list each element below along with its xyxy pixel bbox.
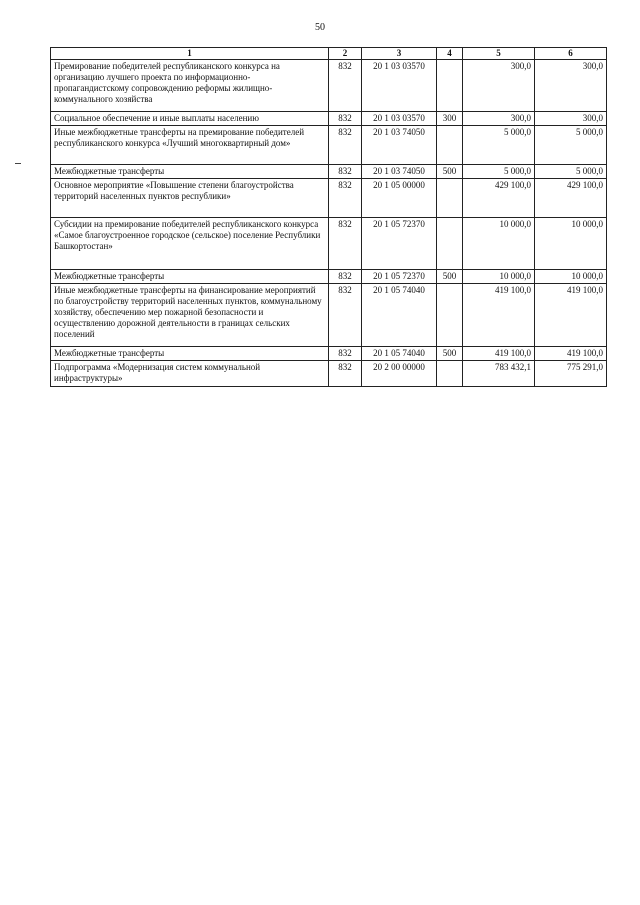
row-name: Межбюджетные трансферты [51,165,329,179]
row-vr: 300 [437,112,463,126]
row-vr: 500 [437,270,463,284]
header-col-4: 4 [437,48,463,60]
row-name: Межбюджетные трансферты [51,347,329,361]
table-row [51,165,607,179]
header-row [51,48,607,60]
row-ved: 832 [329,179,362,218]
row-sum-2: 5 000,0 [535,126,607,165]
header-col-2: 2 [329,48,362,60]
row-vr [437,60,463,112]
table-row [51,179,607,218]
row-sum-1: 783 432,1 [463,361,535,387]
table-row [51,270,607,284]
row-ved: 832 [329,60,362,112]
table-row [51,126,607,165]
row-name: Иные межбюджетные трансферты на премирование победителей республиканского конкурса «Лучший многоквартирный дом» [51,126,329,165]
row-sum-1: 419 100,0 [463,347,535,361]
row-ved: 832 [329,112,362,126]
row-ved: 832 [329,347,362,361]
row-sum-2: 429 100,0 [535,179,607,218]
row-ved: 832 [329,270,362,284]
table-row [51,347,607,361]
row-vr [437,179,463,218]
row-csr: 20 1 05 00000 [362,179,437,218]
row-csr: 20 1 05 74040 [362,284,437,347]
row-csr: 20 1 05 72370 [362,218,437,270]
table-row [51,112,607,126]
row-sum-2: 5 000,0 [535,165,607,179]
row-vr: 500 [437,165,463,179]
budget-table [50,47,607,387]
row-vr [437,218,463,270]
row-ved: 832 [329,218,362,270]
row-name: Иные межбюджетные трансферты на финансирование мероприятий по благоустройству территорий населенных пунктов, коммунальному хозяйству, обеспечению мер пожарной безопасности и осуществлению дорожной деятельности в границах сельских поселений [51,284,329,347]
page-number: 50 [315,22,325,33]
row-csr: 20 1 03 03570 [362,112,437,126]
header-col-3: 3 [362,48,437,60]
row-vr [437,126,463,165]
row-sum-2: 775 291,0 [535,361,607,387]
row-sum-1: 419 100,0 [463,284,535,347]
row-vr: 500 [437,347,463,361]
row-sum-1: 5 000,0 [463,126,535,165]
row-sum-1: 10 000,0 [463,270,535,284]
row-sum-2: 10 000,0 [535,270,607,284]
row-name: Межбюджетные трансферты [51,270,329,284]
table-row [51,284,607,347]
row-ved: 832 [329,165,362,179]
row-sum-2: 300,0 [535,60,607,112]
row-ved: 832 [329,361,362,387]
table-row [51,218,607,270]
row-name: Подпрограмма «Модернизация систем коммунальной инфраструктуры» [51,361,329,387]
row-sum-2: 419 100,0 [535,347,607,361]
header-col-6: 6 [535,48,607,60]
row-name: Премирование победителей республиканского конкурса на организацию лучшего проекта по информационно-пропагандистскому сопровождению реформы жилищно-коммунального хозяйства [51,60,329,112]
table-row [51,60,607,112]
row-sum-2: 10 000,0 [535,218,607,270]
row-csr: 20 1 03 74050 [362,126,437,165]
table-row [51,361,607,387]
row-ved: 832 [329,284,362,347]
row-sum-1: 10 000,0 [463,218,535,270]
header-col-1: 1 [51,48,329,60]
row-ved: 832 [329,126,362,165]
row-sum-2: 300,0 [535,112,607,126]
row-sum-1: 300,0 [463,60,535,112]
row-sum-2: 419 100,0 [535,284,607,347]
row-sum-1: 429 100,0 [463,179,535,218]
row-csr: 20 1 05 74040 [362,347,437,361]
row-csr: 20 2 00 00000 [362,361,437,387]
row-vr [437,361,463,387]
header-col-5: 5 [463,48,535,60]
row-name: Субсидии на премирование победителей республиканского конкурса «Самое благоустроенное городское (сельское) поселение Республики Башкортостан» [51,218,329,270]
row-name: Основное мероприятие «Повышение степени благоустройства территорий населенных пунктов республики» [51,179,329,218]
row-vr [437,284,463,347]
margin-mark [15,163,21,164]
row-csr: 20 1 05 72370 [362,270,437,284]
row-name: Социальное обеспечение и иные выплаты населению [51,112,329,126]
row-sum-1: 5 000,0 [463,165,535,179]
row-csr: 20 1 03 03570 [362,60,437,112]
row-csr: 20 1 03 74050 [362,165,437,179]
row-sum-1: 300,0 [463,112,535,126]
